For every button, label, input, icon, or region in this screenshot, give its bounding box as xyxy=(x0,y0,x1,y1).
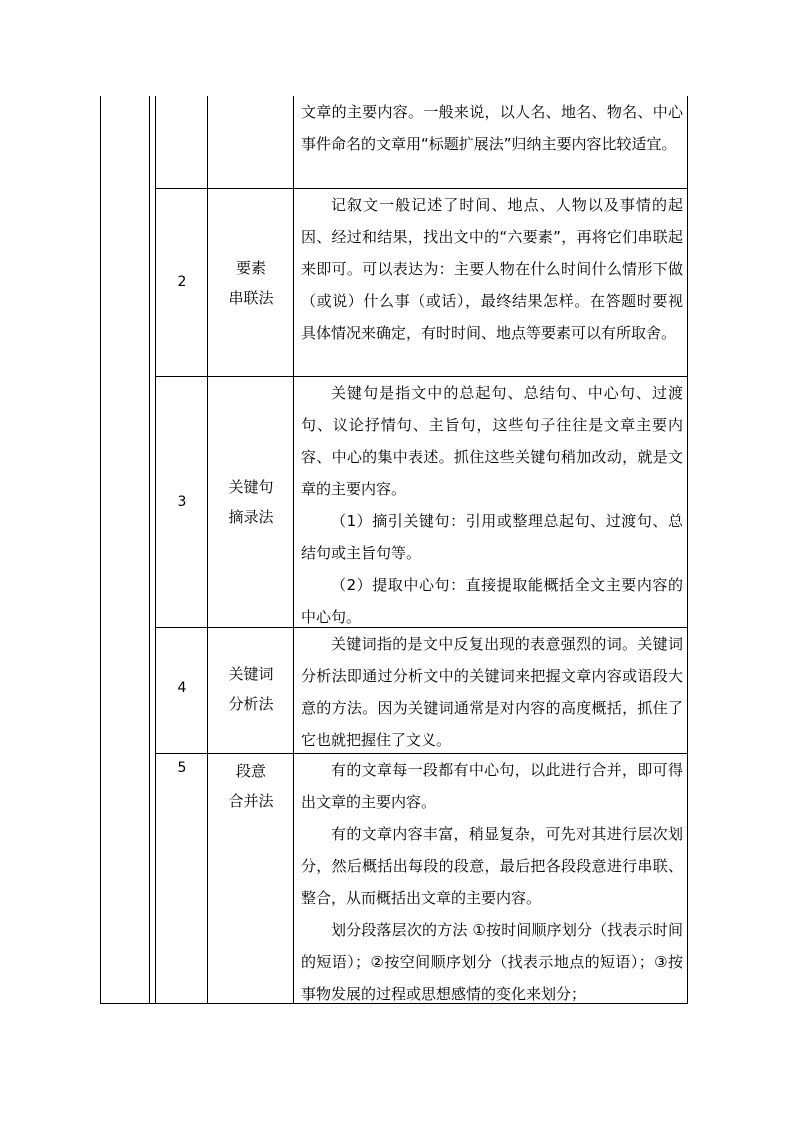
row-content xyxy=(301,189,683,349)
row-number: 3 xyxy=(177,494,187,510)
row-number: 2 xyxy=(177,274,187,290)
row-content xyxy=(301,377,683,633)
name-column-border xyxy=(293,96,294,1003)
content-paragraph: （1）摘引关键句：引用或整理总起句、过渡句、总结句或主旨句等。 xyxy=(301,512,683,562)
content-paragraph: 划分段落层次的方法 ①按时间顺序划分（找表示时间的短语）；②按空间顺序划分（找表示地点的短语）；③按事物发展的过程或思想感情的变化来划分； xyxy=(301,921,683,1003)
method-name xyxy=(208,472,294,532)
row-content xyxy=(301,628,683,756)
row-number: 4 xyxy=(177,680,187,696)
method-name-line: 摘录法 xyxy=(228,508,274,526)
outer-left-border xyxy=(100,96,101,1003)
content-paragraph: 关键句是指文中的总起句、总结句、中心句、过渡句、议论抒情句、主旨句，这些句子往往是文章主要内容、中心的集中表述。抓住这些关键句稍加改动，就是文章的主要内容。 xyxy=(301,384,683,498)
method-name-line: 合并法 xyxy=(228,792,274,810)
method-name xyxy=(208,659,294,719)
row-content xyxy=(301,754,683,1010)
content-paragraph: 有的文章每一段都有中心句，以此进行合并，即可得出文章的主要内容。 xyxy=(301,761,683,811)
method-name-line: 关键词 xyxy=(228,665,274,683)
method-name-line: 分析法 xyxy=(228,695,274,713)
content-paragraph: 记叙文一般记述了时间、地点、人物以及事情的起因、经过和结果，找出文中的“六要素”，再将它们串联起来即可。可以表达为：主要人物在什么时间什么情形下做（或说）什么事（或话），最终结果怎样。在答题时要视具体情况来确定，有时时间、地点等要素可以有所取舍。 xyxy=(301,196,683,342)
row-number: 5 xyxy=(177,760,187,776)
content-paragraph: 关键词指的是文中反复出现的表意强烈的词。关键词分析法即通过分析文中的关键词来把握文章内容或语段大意的方法。因为关键词通常是对内容的高度概括，抓住了它也就把握住了文义。 xyxy=(301,635,683,749)
method-name xyxy=(208,253,294,313)
method-name-line: 关键句 xyxy=(228,478,274,496)
method-name xyxy=(208,756,294,816)
method-name-line: 串联法 xyxy=(228,289,274,307)
inner-left-border-a xyxy=(149,96,150,1003)
content-paragraph: 有的文章内容丰富，稍显复杂，可先对其进行层次划分，然后概括出每段的段意，最后把各段段意进行串联、整合，从而概括出文章的主要内容。 xyxy=(301,825,683,907)
inner-left-border-b xyxy=(155,96,156,1003)
content-paragraph: （2）提取中心句：直接提取能概括全文主要内容的中心句。 xyxy=(301,576,683,626)
row-content xyxy=(301,96,683,160)
method-name-line: 要素 xyxy=(235,259,266,277)
content-paragraph: 文章的主要内容。一般来说，以人名、地名、物名、中心事件命名的文章用“标题扩展法”归纳主要内容比较适宜。 xyxy=(301,103,683,153)
outer-right-border xyxy=(687,96,688,1003)
num-column-border xyxy=(207,96,208,1003)
method-name-line: 段意 xyxy=(235,762,266,780)
